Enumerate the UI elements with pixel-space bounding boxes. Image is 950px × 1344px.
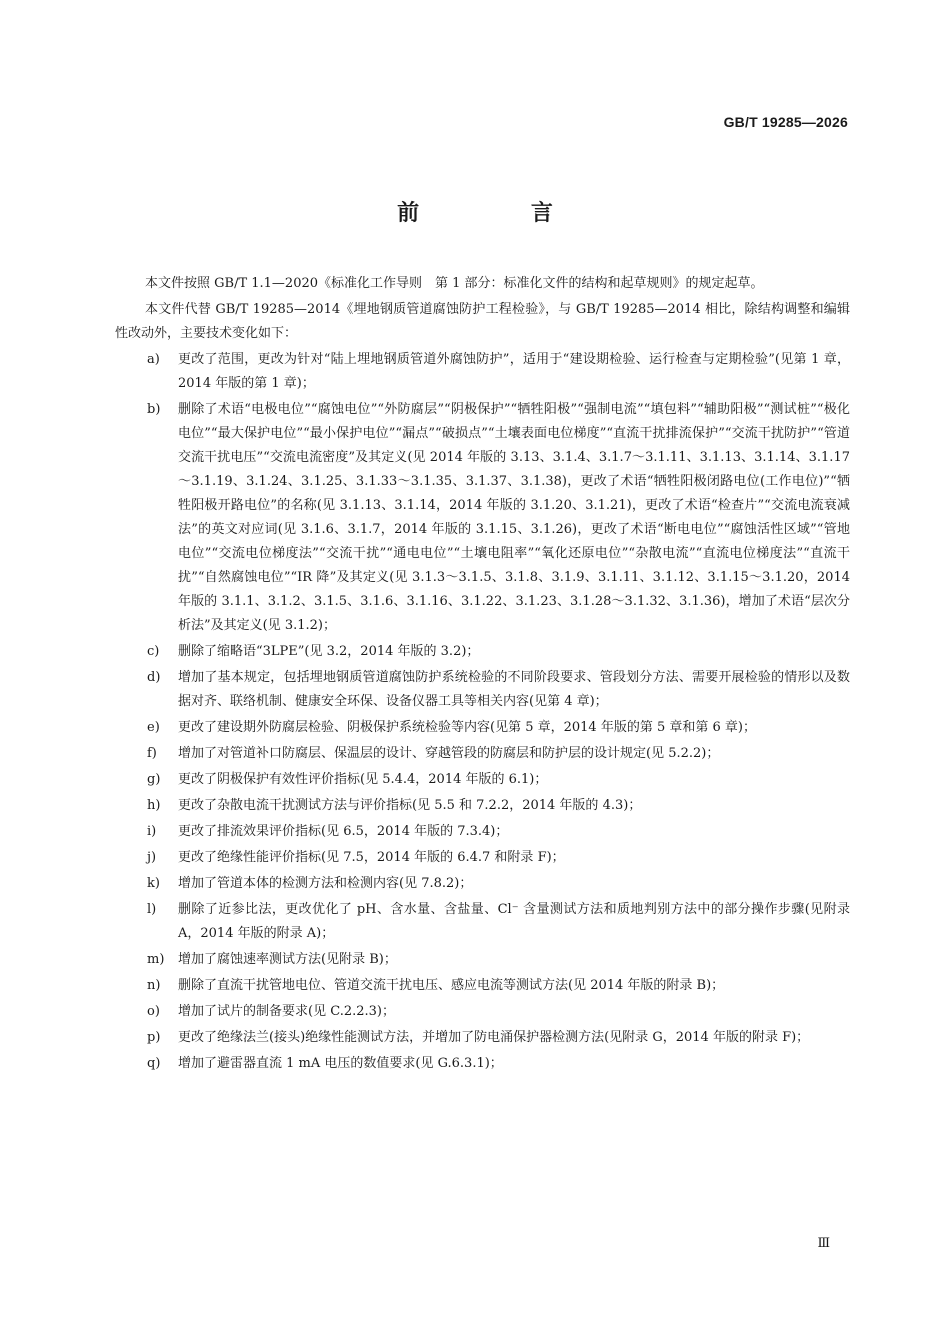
list-item [115, 794, 850, 818]
list-marker: b) [147, 402, 161, 417]
list-item [115, 768, 850, 792]
list-marker: f) [147, 746, 157, 761]
list-marker: g) [147, 772, 161, 787]
list-item [115, 398, 850, 638]
list-marker: d) [147, 670, 161, 685]
standard-code: GB/T 19285—2026 [723, 114, 848, 130]
list-item-text: 增加了基本规定，包括埋地钢质管道腐蚀防护系统检验的不同阶段要求、管段划分方法、需要开展检验的情形以及数据对齐、联络机制、健康安全环保、设备仪器工具等相关内容(见第 4 章)； [178, 670, 850, 709]
list-item [115, 820, 850, 844]
intro-paragraph: 本文件按照 GB/T 1.1—2020《标准化工作导则 第 1 部分：标准化文件的结构和起草规则》的规定起草。 [145, 276, 764, 291]
list-item-text: 更改了阴极保护有效性评价指标(见 5.4.4，2014 年版的 6.1)； [178, 772, 548, 787]
list-marker: n) [147, 978, 161, 993]
change-list [115, 348, 850, 1076]
list-item-text: 更改了排流效果评价指标(见 6.5，2014 年版的 7.3.4)； [178, 824, 509, 839]
list-item [115, 742, 850, 766]
list-item-text: 增加了管道本体的检测方法和检测内容(见 7.8.2)； [178, 876, 473, 891]
list-item [115, 974, 850, 998]
list-marker: p) [147, 1030, 161, 1045]
list-marker: h) [147, 798, 161, 813]
list-item [115, 1052, 850, 1076]
list-marker: i) [147, 824, 157, 839]
list-item-text: 增加了腐蚀速率测试方法(见附录 B)； [178, 952, 397, 967]
list-marker: m) [147, 952, 165, 967]
list-item-text: 删除了术语“电极电位”“腐蚀电位”“外防腐层”“阴极保护”“牺牲阳极”“强制电流”“填包料”“辅助阳极”“测试桩”“极化电位”“最大保护电位”“最小保护电位”“漏点”“破损点”“土壤表面电位梯度”“直流干扰排流保护”“交流干扰防护”“管道交流干扰电压”“交流电流密度”及其定义(见 2014 年版的 3.13、3.1.4、3.1.7～3.1.11、3.1.13、3.1.14、3.1.17～3.1.19、3.1.24、3.1.25、3.1.33～3.1.35、3.1.37、3.1.38)，更改了术语“牺牲阳极闭路电位(工作电位)”“牺牲阳极开路电位”的名称(见 3.1.13、3.1.14，2014 年版的 3.1.20、3.1.21)，更改了术语“检查片”“交流电流衰减法”的英文对应词(见 3.1.6、3.1.7，2014 年版的 3.1.15、3.1.26)，更改了术语“断电电位”“腐蚀活性区域”“管地电位”“交流电位梯度法”“交流干扰”“通电电位”“土壤电阻率”“氧化还原电位”“杂散电流”“直流电位梯度法”“直流干扰”“自然腐蚀电位”“IR 降”及其定义(见 3.1.3～3.1.5、3.1.8、3.1.9、3.1.11、3.1.12、3.1.15～3.1.20，2014 年版的 3.1.1、3.1.2、3.1.5、3.1.6、3.1.16、3.1.22、3.1.23、3.1.28～3.1.32、3.1.36)，增加了术语“层次分析法”及其定义(见 3.1.2)； [178, 402, 850, 633]
list-item-text: 增加了试片的制备要求(见 C.2.2.3)； [178, 1004, 395, 1019]
list-item-text: 更改了绝缘性能评价指标(见 7.5，2014 年版的 6.4.7 和附录 F)； [178, 850, 565, 865]
list-item [115, 872, 850, 896]
list-item [115, 846, 850, 870]
list-item-text: 更改了绝缘法兰(接头)绝缘性能测试方法，并增加了防电涌保护器检测方法(见附录 G，2014 年版的附录 F)； [178, 1030, 810, 1045]
document-body [115, 272, 850, 1078]
list-item [115, 348, 850, 396]
list-item-text: 更改了建设期外防腐层检验、阴极保护系统检验等内容(见第 5 章，2014 年版的第 5 章和第 6 章)； [178, 720, 756, 735]
list-item [115, 666, 850, 714]
list-item [115, 948, 850, 972]
list-item-text: 增加了避雷器直流 1 mA 电压的数值要求(见 G.6.3.1)； [178, 1056, 503, 1071]
list-item-text: 删除了缩略语“3LPE”(见 3.2，2014 年版的 3.2)； [178, 644, 480, 659]
list-item [115, 1000, 850, 1024]
list-item-text: 更改了杂散电流干扰测试方法与评价指标(见 5.5 和 7.2.2，2014 年版的 4.3)； [178, 798, 642, 813]
list-marker: c) [147, 644, 160, 659]
page-title: 前 言 [397, 201, 605, 226]
list-item-text: 删除了直流干扰管地电位、管道交流干扰电压、感应电流等测试方法(见 2014 年版的附录 B)； [178, 978, 725, 993]
list-marker: q) [147, 1056, 161, 1071]
list-item-text: 增加了对管道补口防腐层、保温层的设计、穿越管段的防腐层和防护层的设计规定(见 5.2.2)； [178, 746, 720, 761]
replacement-paragraph: 本文件代替 GB/T 19285—2014《埋地钢质管道腐蚀防护工程检验》，与 GB/T 19285—2014 相比，除结构调整和编辑性改动外，主要技术变化如下： [115, 302, 850, 341]
list-marker: e) [147, 720, 160, 735]
list-item-text: 更改了范围，更改为针对“陆上埋地钢质管道外腐蚀防护”，适用于“建设期检验、运行检查与定期检验”(见第 1 章，2014 年版的第 1 章)； [178, 352, 850, 391]
list-item [115, 1026, 850, 1050]
page-number: Ⅲ [817, 1236, 830, 1251]
list-marker: l) [147, 902, 157, 917]
list-item [115, 716, 850, 740]
list-item [115, 640, 850, 664]
list-marker: o) [147, 1004, 160, 1019]
list-item [115, 898, 850, 946]
list-item-text: 删除了近参比法，更改优化了 pH、含水量、含盐量、Cl⁻ 含量测试方法和质地判别方法中的部分操作步骤(见附录 A，2014 年版的附录 A)； [178, 902, 850, 941]
list-marker: j) [147, 850, 157, 865]
list-marker: a) [147, 352, 160, 367]
list-marker: k) [147, 876, 160, 891]
